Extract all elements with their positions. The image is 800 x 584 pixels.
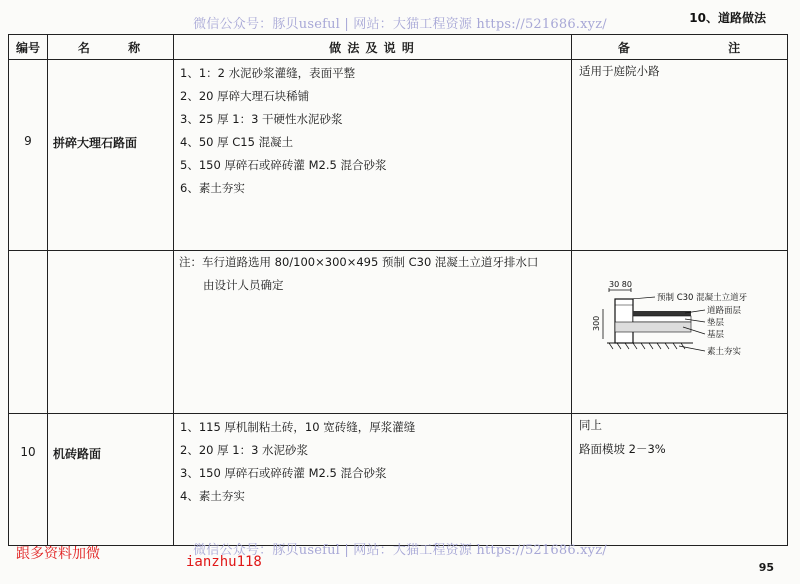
detail-dim-side: 300 [592,315,601,331]
compacted-soil-hatch [609,343,685,349]
column-divider [571,35,572,545]
row-name: 机砖路面 [53,447,102,461]
method-step: 4、50 厚 C15 混凝土 [180,135,294,149]
method-step: 5、150 厚碎石或碎砖灌 M2.5 混合砂浆 [180,158,387,172]
row-divider [9,413,787,414]
method-step: 6、素土夯实 [180,181,245,195]
detail-label: 道路面层 [707,306,742,316]
page-number: 95 [758,561,774,574]
cushion-layer [633,316,691,322]
row-divider [9,250,787,251]
detail-label: 预制 C30 混凝土立道牙 [657,293,748,303]
header-remarks: 备 注 [617,40,743,55]
header-method: 做 法 及 说 明 [329,40,415,55]
watermark-top: 微信公众号：豚贝useful | 网站：大猫工程资源 https://521686.xyz/ [193,17,607,32]
detail-label: 素土夯实 [707,347,742,357]
method-step: 2、20 厚碎大理石块稀铺 [180,89,310,103]
method-step: 4、素土夯实 [180,489,245,503]
method-step: 1、115 厚机制粘土砖，10 宽砖缝，厚浆灌缝 [180,420,416,434]
method-step: 1、1：2 水泥砂浆灌缝，表面平整 [180,66,356,80]
curb-section-detail [593,277,783,373]
base-layer [615,322,691,332]
promo-contact: ianzhu118 [186,554,262,570]
road-surface-layer [633,311,691,316]
header-divider [9,59,787,60]
method-step: 3、150 厚碎石或碎砖灌 M2.5 混合砂浆 [180,466,387,480]
detail-dim-top: 30 80 [609,280,632,289]
remark-text: 路面模坡 2－3% [579,442,666,456]
row-number: 10 [20,445,36,459]
remark-text: 同上 [579,418,602,432]
method-steps [180,62,386,200]
header-number: 编号 [15,40,40,55]
header-name: 名 称 [77,40,143,55]
note-line: 注：车行道路选用 80/100×300×495 预制 C30 混凝土立道牙排水口 [179,255,539,269]
specification-table [8,34,788,546]
method-step: 3、25 厚 1：3 干硬性水泥砂浆 [180,112,343,126]
row-number: 9 [24,134,32,148]
curb-block [615,299,633,343]
method-steps [180,416,415,508]
note-line: 由设计人员确定 [203,278,284,292]
row-name: 拼碎大理石路面 [53,136,138,150]
method-step: 2、20 厚 1：3 水泥砂浆 [180,443,309,457]
column-divider [173,35,174,545]
remark-text: 适用于庭院小路 [579,64,660,78]
detail-label: 基层 [707,330,725,340]
promo-text: 跟多资料加微 [16,546,100,562]
column-divider [47,35,48,545]
watermark-bottom: 微信公众号：豚贝useful | 网站：大猫工程资源 https://521686.xyz/ [193,543,607,558]
section-title: 10、道路做法 [689,11,766,25]
detail-label: 垫层 [707,318,725,328]
